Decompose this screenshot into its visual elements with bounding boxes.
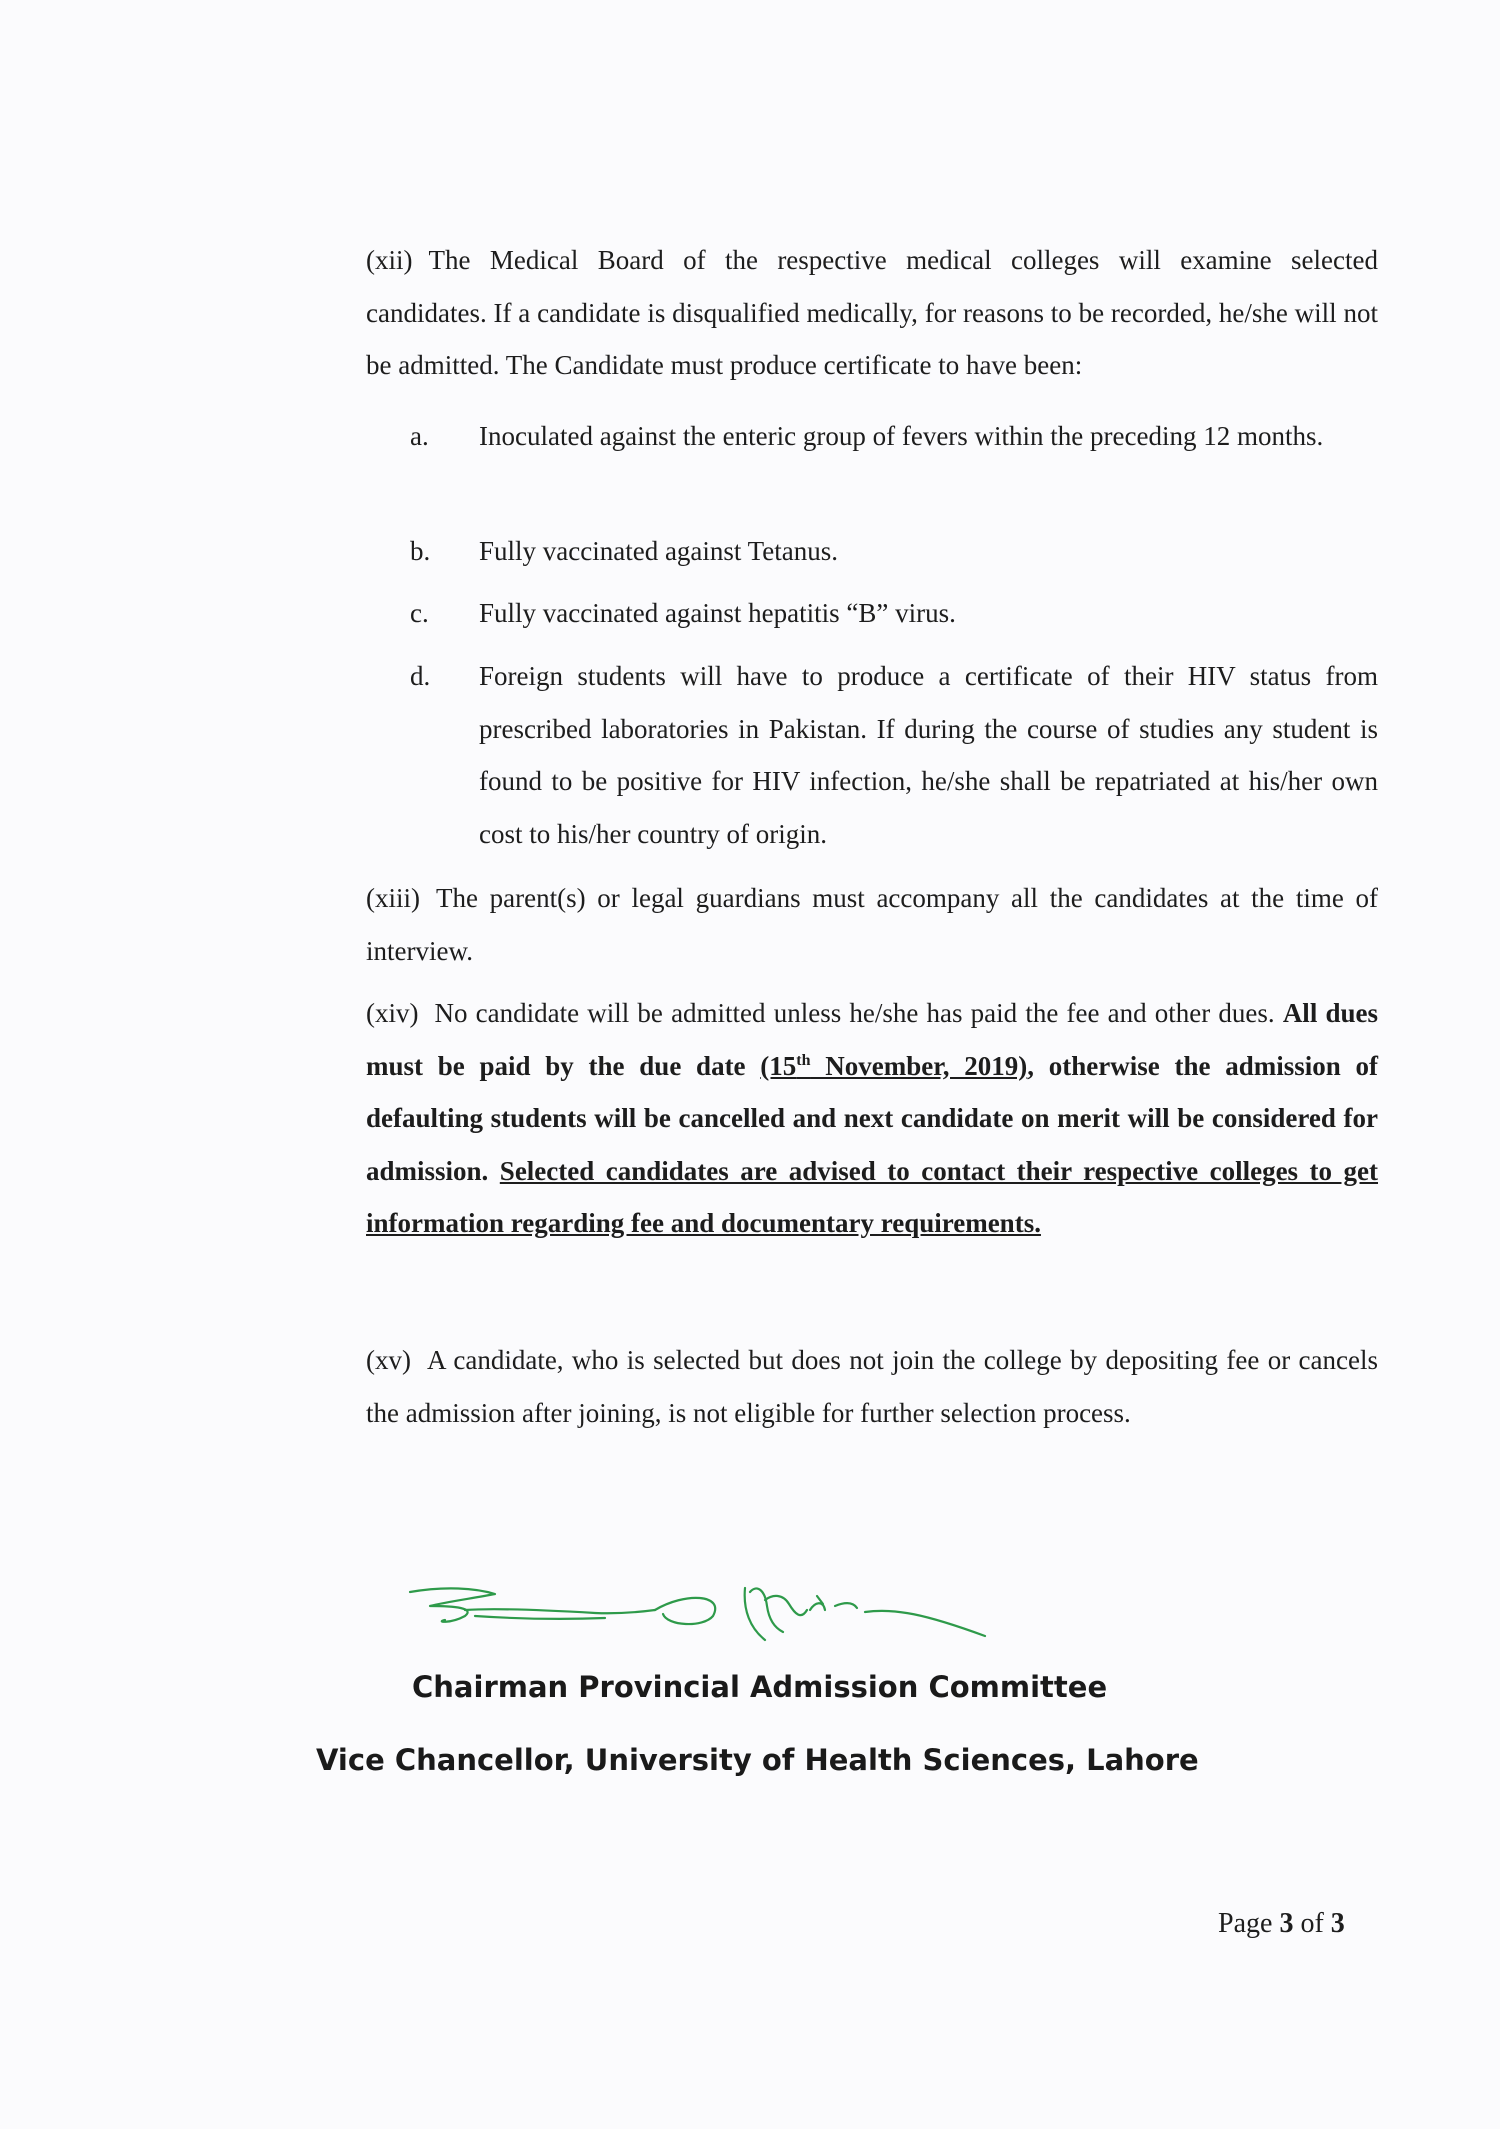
page-label: Page [1218, 1908, 1273, 1939]
of-label: of [1300, 1908, 1324, 1939]
clause-number: (xiii) [366, 883, 420, 913]
due-date-open: (15 [760, 1050, 797, 1081]
list-item-letter: c. [410, 598, 429, 628]
due-date [760, 1051, 1027, 1081]
clause-xiv [366, 987, 1378, 1250]
clause-number: (xii) [366, 245, 413, 275]
due-date-ordinal: th [796, 1051, 811, 1069]
list-item [410, 587, 1378, 640]
list-item-letter: b. [410, 536, 431, 566]
signatory-subtitle: Vice Chancellor, University of Health Sciences, Lahore [316, 1743, 1199, 1777]
clause-number: (xiv) [366, 998, 419, 1028]
clause-xiii [366, 872, 1378, 977]
clause-text: A candidate, who is selected but does not join the college by depositing fee or cancels the admission after joining, is not eligible for further selection process. [366, 1345, 1378, 1428]
list-item-letter: a. [410, 421, 429, 451]
list-item-text: Fully vaccinated against Tetanus. [479, 536, 839, 566]
list-item-letter: d. [410, 661, 431, 691]
list-item-text: Foreign students will have to produce a certificate of their HIV status from prescribed laboratories in Pakistan. If during the course of studies any student is found to be positive for HIV infection, he/she shall be repatriated at his/her own cost to his/her country of origin. [479, 661, 1378, 849]
list-item [410, 410, 1378, 463]
signatory-title: Chairman Provincial Admission Committee [412, 1670, 1108, 1704]
clause-text: The parent(s) or legal guardians must accompany all the candidates at the time of interview. [366, 883, 1378, 966]
clause-xii [366, 234, 1378, 392]
clause-number: (xv) [366, 1345, 411, 1375]
list-item [410, 650, 1378, 860]
due-date-close: November, 2019) [810, 1050, 1028, 1081]
due-date-notice: All dues must be paid by the due date [366, 998, 1379, 1081]
page-number [1218, 1908, 1345, 1940]
contact-advice: Selected candidates are advised to contact their respective colleges to get information regarding fee and documentary requirements. [366, 1155, 1379, 1238]
signature-image [405, 1580, 1005, 1680]
default-warning: , otherwise the admission of defaulting students will be cancelled and next candidate on merit will be considered for admission. [366, 1050, 1378, 1186]
clause-text: No candidate will be admitted unless he/she has paid the fee and other dues. [434, 998, 1275, 1028]
current-page: 3 [1279, 1908, 1294, 1939]
list-item [410, 525, 1378, 578]
clause-xv [366, 1334, 1378, 1439]
list-item-text: Fully vaccinated against hepatitis “B” virus. [479, 598, 956, 628]
total-pages: 3 [1330, 1908, 1345, 1939]
clause-text: The Medical Board of the respective medical colleges will examine selected candidates. If a candidate is disqualified medically, for reasons to be recorded, he/she will not be admitted. The Candidate must produce certificate to have been: [366, 245, 1378, 380]
list-item-text: Inoculated against the enteric group of fevers within the preceding 12 months. [479, 421, 1324, 451]
